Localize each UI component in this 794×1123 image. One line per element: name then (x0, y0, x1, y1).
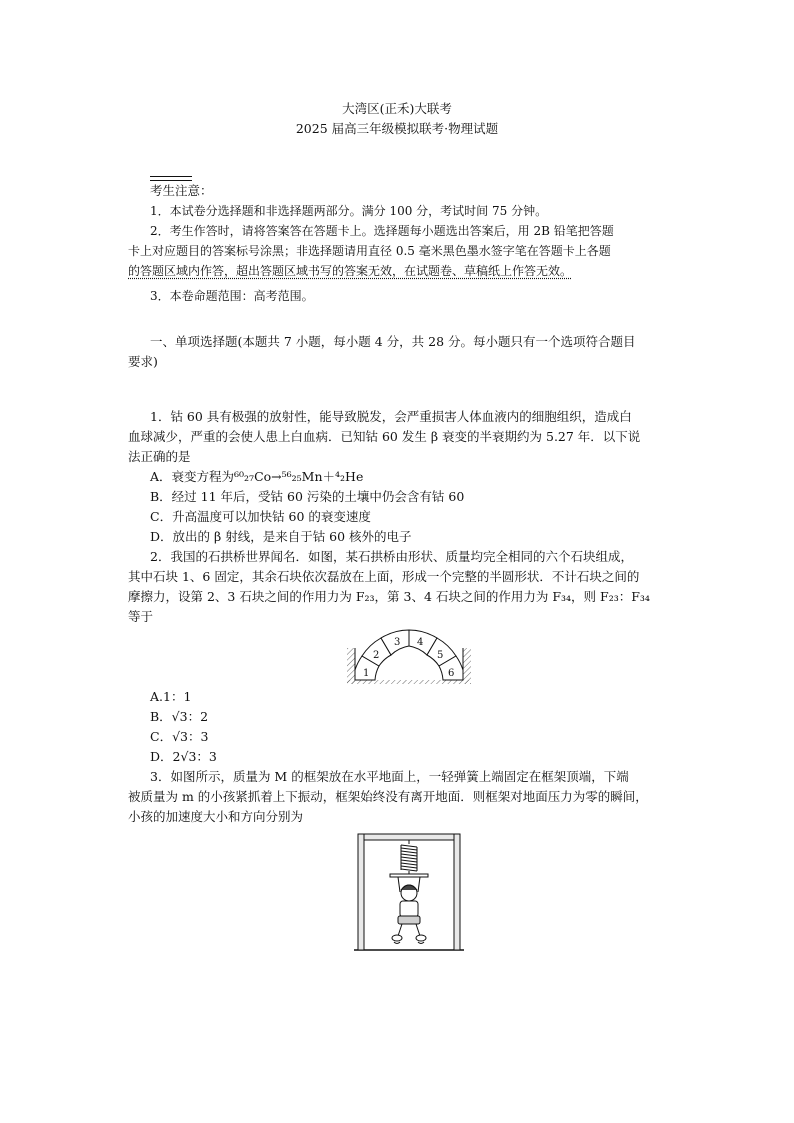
q1-option-d: D．放出的 β 射线，是来自于钴 60 核外的电子 (150, 529, 412, 544)
hand-bar (390, 874, 428, 877)
q1-option-c: C．升高温度可以加快钴 60 的衰变速度 (150, 509, 371, 524)
q2-option-b: B．√3：2 (150, 709, 209, 724)
notice-item-2-line-2: 卡上对应题目的答案标号涂黑；非选择题请用直径 0.5 毫米黑色墨水签字笔在答题卡上各题 (128, 244, 611, 258)
section-heading-line-1: 一、单项选择题(本题共 7 小题，每小题 4 分，共 28 分。每小题只有一个选项符合题目 (150, 334, 636, 349)
q3-stem-line-1: 3．如图所示，质量为 M 的框架放在水平地面上，一轻弹簧上端固定在框架顶端，下端 (150, 769, 629, 784)
notice-item-3: 3．本卷命题范围：高考范围。 (150, 289, 314, 303)
spring (401, 840, 417, 875)
section-heading-line-2: 要求) (128, 354, 158, 369)
arch-bridge-figure (345, 628, 473, 686)
q1-stem-line-1: 1．钴 60 具有极强的放射性，能导致脱发，会严重损害人体血液内的细胞组织，造成白 (150, 409, 632, 424)
frame-spring-child-figure (354, 832, 464, 954)
exam-title: 大湾区(正禾)大联考 (342, 101, 452, 116)
notice-item-2-line-3: 的答题区域内作答，超出答题区域书写的答案无效，在试题卷、草稿纸上作答无效。 (128, 264, 573, 278)
q1-stem-line-3: 法正确的是 (128, 449, 191, 464)
exam-subtitle: 2025 届高三年级模拟联考·物理试题 (295, 121, 499, 136)
block-label-3: 3 (394, 637, 401, 648)
q1-stem-line-2: 血球减少，严重的会使人患上白血病．已知钴 60 发生 β 衰变的半衰期约为 5.27 年．以下说 (128, 429, 641, 444)
q2-option-d: D．2√3：3 (150, 749, 217, 764)
block-label-1: 1 (363, 668, 370, 679)
block-label-6: 6 (448, 668, 455, 679)
left-abutment-hatch (347, 648, 355, 684)
q3-stem-line-3: 小孩的加速度大小和方向分别为 (128, 809, 304, 824)
q2-stem-line-2: 其中石块 1、6 固定，其余石块依次磊放在上面，形成一个完整的半圆形状．不计石块之间的 (128, 569, 640, 584)
child (392, 877, 426, 944)
block-label-5: 5 (437, 650, 444, 661)
block-label-2: 2 (373, 650, 380, 661)
q2-stem-line-3: 摩擦力，设第 2、3 石块之间的作用力为 F₂₃，第 3、4 石块之间的作用力为 F₃₄，则 F₂₃：F₃₄ (128, 589, 650, 604)
header-divider (150, 176, 192, 181)
q2-stem-line-1: 2．我国的石拱桥世界闻名．如图，某石拱桥由形状、质量均完全相同的六个石块组成， (150, 549, 633, 564)
q1-option-b: B．经过 11 年后，受钴 60 污染的土壤中仍会含有钴 60 (150, 489, 465, 504)
notice-heading: 考生注意： (150, 183, 213, 198)
q3-stem-line-2: 被质量为 m 的小孩紧抓着上下振动，框架始终没有离开地面．则框架对地面压力为零的瞬间， (128, 789, 648, 804)
q1-option-a: A．衰变方程为⁶⁰₂₇Co→⁵⁶₂₅Mn＋⁴₂He (150, 469, 364, 484)
ground-hatch (347, 680, 471, 684)
q2-option-a: A.1：1 (150, 689, 192, 704)
notice-item-1: 1．本试卷分选择题和非选择题两部分。满分 100 分，考试时间 75 分钟。 (150, 204, 548, 218)
notice-item-2-line-1: 2．考生作答时，请将答案答在答题卡上。选择题每小题选出答案后，用 2B 铅笔把答题 (150, 224, 614, 238)
block-label-4: 4 (417, 637, 424, 648)
q2-stem-line-4: 等于 (128, 609, 154, 624)
q2-option-c: C．√3：3 (150, 729, 209, 744)
right-abutment-hatch (463, 648, 471, 684)
